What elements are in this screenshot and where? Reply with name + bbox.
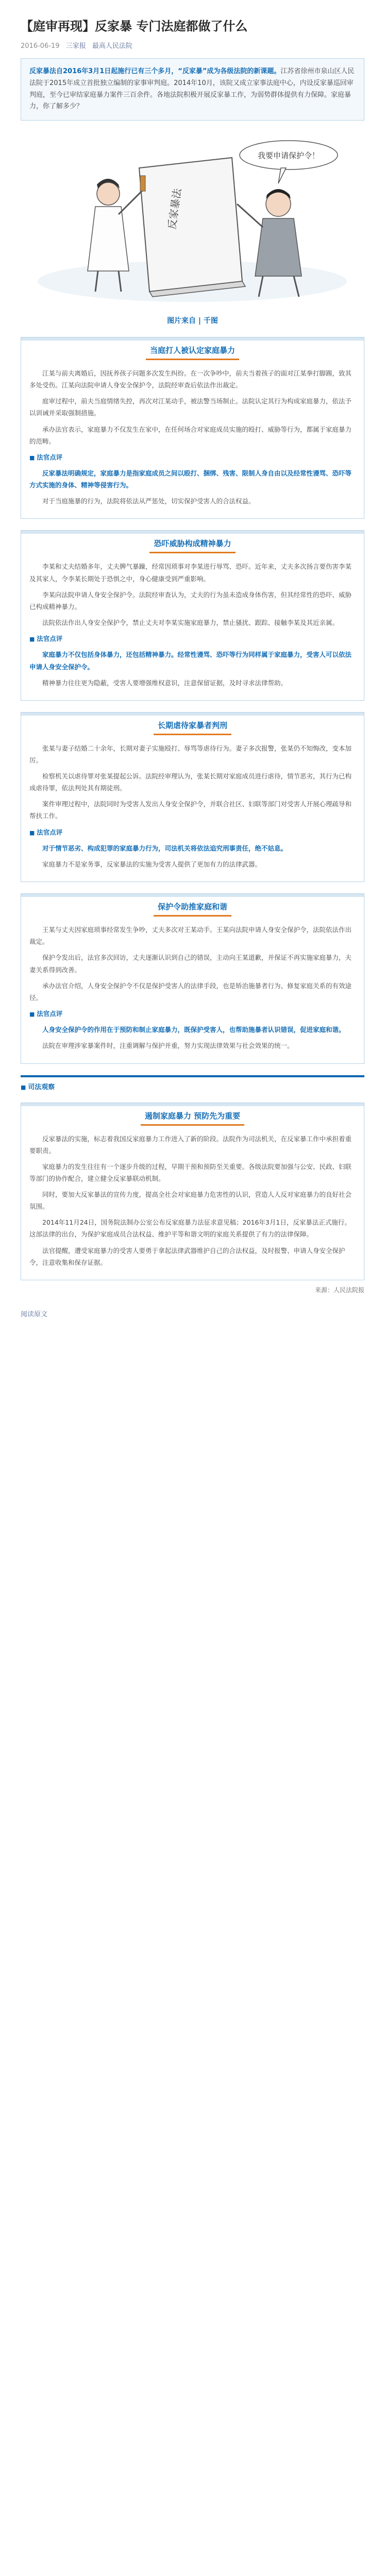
section-1-title: 当庭打人被认定家庭暴力 bbox=[146, 345, 239, 360]
intro-lead: 反家暴法自2016年3月1日起施行已有三个多月，“反家暴”成为各级法院的新课题。 bbox=[29, 67, 281, 75]
speech-bubble bbox=[240, 141, 338, 183]
section-final bbox=[21, 1103, 364, 1280]
intro-box bbox=[21, 58, 364, 121]
paragraph: 检察机关以虐待罪对张某提起公诉。法院经审理认为，张某长期对家庭成员进行虐待，情节恶劣，其行为已构成虐待罪，依法判处其有期徒刑。 bbox=[29, 772, 352, 792]
section-1-body bbox=[21, 364, 364, 518]
cartoon-illustration bbox=[21, 127, 364, 312]
section-tag: ■ 法官点评 bbox=[29, 451, 356, 463]
article-date: 2016-06-19 bbox=[21, 42, 60, 50]
section-2 bbox=[21, 530, 364, 700]
paragraph: 家庭暴力不是家务事，反家暴法的实施为受害人提供了更加有力的法律武器。 bbox=[42, 860, 262, 869]
section-final-head bbox=[21, 1103, 364, 1130]
section-4-head bbox=[21, 894, 364, 921]
paragraph: 精神暴力往往更为隐蔽，受害人要增强维权意识，注意保留证据，及时寻求法律帮助。 bbox=[42, 679, 288, 687]
section-tag: ■ 法官点评 bbox=[29, 826, 356, 838]
paragraph: 李某向法院申请人身安全保护令。法院经审查认为，丈夫的行为虽未造成身体伤害，但其经常性的恐吓、威胁已构成精神暴力。 bbox=[29, 590, 352, 611]
section-3-title: 长期虐待家暴者判刑 bbox=[154, 720, 231, 735]
paragraph: 法官提醒，遭受家庭暴力的受害人要勇于拿起法律武器维护自己的合法权益，及时报警、申请人身安全保护令，注意收集和保存证据。 bbox=[29, 1246, 345, 1266]
section-2-head bbox=[21, 531, 364, 557]
paragraph: 庭审过程中，前夫当庭情绪失控，再次对江某动手，被法警当场制止。法院认定其行为构成家庭暴力，依法予以训诫并采取强制措施。 bbox=[29, 397, 352, 417]
paragraph: 案件审理过程中，法院同时为受害人发出人身安全保护令，并联合社区、妇联等部门对受害人开展心理疏导和帮扶工作。 bbox=[29, 800, 352, 820]
highlight-paragraph: 对于情节恶劣、构成犯罪的家庭暴力行为，司法机关将依法追究刑事责任，绝不姑息。 bbox=[42, 844, 288, 852]
paragraph: 承办法官介绍，人身安全保护令不仅是保护受害人的法律手段，也是矫治施暴者行为、修复家庭关系的有效途径。 bbox=[29, 981, 352, 1002]
section-final-body bbox=[21, 1130, 364, 1280]
intro-text bbox=[29, 66, 356, 113]
legal-label: ■ 司法观察 bbox=[21, 1081, 364, 1091]
section-final-title: 遏制家庭暴力 预防先为重要 bbox=[141, 1110, 244, 1126]
read-more-link[interactable]: 阅读原文 bbox=[21, 1310, 48, 1318]
paragraph: 王某与丈夫因家庭琐事经常发生争吵，丈夫多次对王某动手。王某向法院申请人身安全保护令，法院依法作出裁定。 bbox=[29, 926, 352, 946]
paragraph: 对于当庭施暴的行为，法院将依法从严惩处，切实保护受害人的合法权益。 bbox=[42, 497, 255, 505]
section-2-title: 恐吓威胁构成精神暴力 bbox=[149, 538, 235, 553]
paragraph: 反家暴法的实施，标志着我国反家庭暴力工作进入了新的阶段。法院作为司法机关，在反家暴工作中承担着重要职责。 bbox=[29, 1134, 352, 1155]
paragraph: 2014年11月24日，国务院法制办公室公布反家庭暴力法征求意见稿；2016年3月1日，反家暴法正式施行。这部法律的出台，为保护家庭成员合法权益、维护平等和谐文明的家庭关系提供了有力的法律保障。 bbox=[29, 1218, 351, 1239]
paragraph: 张某与妻子结婚二十余年，长期对妻子实施殴打、辱骂等虐待行为。妻子多次报警，张某仍不知悔改，变本加厉。 bbox=[29, 744, 352, 764]
paragraph: 法院依法作出人身安全保护令，禁止丈夫对李某实施家庭暴力，禁止骚扰、跟踪、接触李某及其近亲属。 bbox=[42, 618, 339, 626]
account-link[interactable]: 三家报 bbox=[65, 42, 86, 50]
section-4-body bbox=[21, 921, 364, 1063]
section-tag: ■ 法官点评 bbox=[29, 633, 356, 645]
section-1-head bbox=[21, 337, 364, 364]
article-title: 【庭审再现】反家暴 专门法庭都做了什么 bbox=[21, 19, 248, 33]
paragraph: 李某和丈夫结婚多年，丈夫脾气暴躁，经常因琐事对李某进行辱骂、恐吓。近年来，丈夫多次扬言要伤害李某及其家人，令李某长期处于恐惧之中，身心健康受到严重影响。 bbox=[29, 563, 352, 583]
paragraph: 江某与前夫离婚后，因抚养孩子问题多次发生纠纷。在一次争吵中，前夫当着孩子的面对江某拳打脚踢，致其多处受伤。江某向法院申请人身安全保护令，法院经审查后依法作出裁定。 bbox=[29, 369, 352, 389]
law-book-label: 反家暴法 bbox=[165, 188, 184, 230]
highlight-paragraph: 反家暴法明确规定，家庭暴力是指家庭成员之间以殴打、捆绑、残害、限制人身自由以及经常性谩骂、恐吓等方式实施的身体、精神等侵害行为。 bbox=[29, 469, 352, 489]
source-note: 来源：人民法院报 bbox=[314, 1286, 364, 1294]
article-meta bbox=[21, 40, 364, 50]
speech-text: 我要申请保护令！ bbox=[257, 151, 320, 160]
section-4-title: 保护令助推家庭和谐 bbox=[154, 901, 231, 917]
paragraph: 同时，要加大反家暴法的宣传力度，提高全社会对家庭暴力危害性的认识，营造人人反对家庭暴力的良好社会氛围。 bbox=[29, 1191, 352, 1211]
section-3 bbox=[21, 712, 364, 882]
section-tag: ■ 法官点评 bbox=[29, 1008, 356, 1020]
image-caption: 图片来自 | 千图 bbox=[167, 317, 218, 325]
paragraph: 法院在审理涉家暴案件时，注重调解与保护并重，努力实现法律效果与社会效果的统一。 bbox=[42, 1042, 294, 1050]
divider-line bbox=[21, 1075, 364, 1077]
paragraph: 保护令发出后，法官多次回访，丈夫逐渐认识到自己的错误，主动向王某道歉，并保证不再实施家庭暴力，夫妻关系得到改善。 bbox=[29, 954, 352, 974]
illustration bbox=[21, 127, 364, 312]
highlight-paragraph: 家庭暴力不仅包括身体暴力，还包括精神暴力。经常性谩骂、恐吓等行为同样属于家庭暴力，受害人可以依法申请人身安全保护令。 bbox=[29, 651, 352, 671]
account-link-2[interactable]: 最高人民法院 bbox=[92, 42, 132, 50]
intro-body: 江苏省徐州市泉山区人民法院于2015年成立首批独立编制的家事审判庭。2014年10月，该院又成立家事法庭中心，内设反家暴巡回审判庭，至今已审结家庭暴力案件三百余件。各地法院积极开展反家暴工作，为弱势群体提供有力保障。家庭暴力，你了解多少？ bbox=[29, 67, 355, 111]
law-book-graphic bbox=[139, 158, 245, 297]
section-3-head bbox=[21, 713, 364, 739]
section-1 bbox=[21, 337, 364, 519]
section-4 bbox=[21, 893, 364, 1063]
section-2-body bbox=[21, 557, 364, 700]
article-header bbox=[0, 0, 385, 50]
highlight-paragraph: 人身安全保护令的作用在于预防和制止家庭暴力，既保护受害人，也帮助施暴者认识错误，促进家庭和谐。 bbox=[42, 1026, 345, 1034]
paragraph: 家庭暴力的发生往往有一个逐步升级的过程，早期干预和预防至关重要。各级法院要加强与公安、民政、妇联等部门的协作配合，建立健全反家暴联动机制。 bbox=[29, 1162, 352, 1182]
section-3-body bbox=[21, 739, 364, 882]
paragraph: 承办法官表示，家庭暴力不仅发生在家中，在任何场合对家庭成员实施的殴打、威胁等行为，都属于家庭暴力的范畴。 bbox=[29, 425, 352, 445]
